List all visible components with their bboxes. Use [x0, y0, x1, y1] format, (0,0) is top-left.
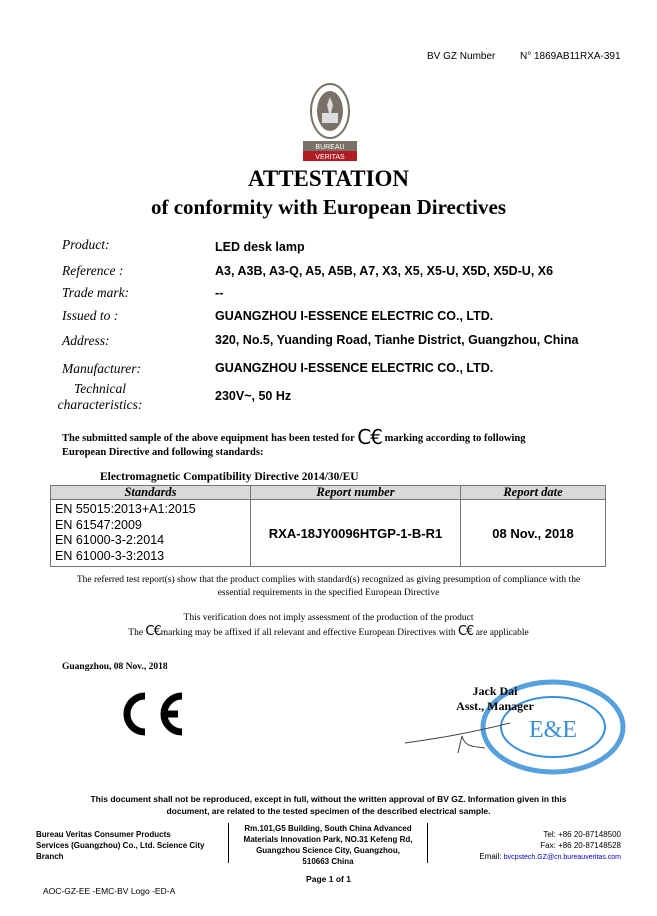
trademark-label: Trade mark:	[62, 285, 130, 300]
technical-label: Technical characteristics:	[57, 381, 143, 412]
page-subtitle: of conformity with European Directives	[150, 195, 506, 219]
page-title: ATTESTATION	[247, 166, 410, 191]
standards-list: EN 55015:2013+A1:2015 EN 61547:2009 EN 61000-3-2:2014 EN 61000-3-3:2013	[51, 500, 251, 567]
svg-text:E&E: E&E	[529, 717, 577, 743]
manufacturer-label: Manufacturer:	[62, 361, 141, 376]
svg-text:BUREAU: BUREAU	[315, 144, 345, 151]
ce-mark-icon: C€	[457, 624, 474, 639]
tested-statement: The submitted sample of the above equipment has been tested for C€ marking according to following European Directive and following standards:	[62, 425, 526, 458]
email-link[interactable]: bvcpstech.GZ@cn.bureauveritas.com	[503, 854, 621, 861]
manufacturer-value: GUANGZHOU I-ESSENCE ELECTRIC CO., LTD.	[215, 361, 494, 375]
report-number: RXA-18JY0096HTGP-1-B-R1	[251, 500, 461, 567]
footer-contact: Tel: +86 20-87148500 Fax: +86 20-87148528 Email: bvcpstech.GZ@cn.bureauveritas.com	[479, 830, 621, 861]
place-date: Guangzhou, 08 Nov., 2018	[62, 662, 168, 672]
bv-gz-number-label: BV GZ Number	[427, 51, 496, 62]
trademark-value: --	[215, 286, 224, 300]
issued-to-value: GUANGZHOU I-ESSENCE ELECTRIC CO., LTD.	[215, 309, 494, 323]
bureau-veritas-logo	[300, 83, 360, 163]
bv-gz-number-value: N° 1869AB11RXA-391	[520, 51, 621, 62]
ce-mark-icon: C€	[145, 624, 161, 639]
address-value: 320, No.5, Yuanding Road, Tianhe District, Guangzhou, China	[215, 333, 579, 347]
compliance-statement: The referred test report(s) show that the product complies with standard(s) recognized as giving presumption of compliance with the essential requirements in the specified European Directive	[76, 575, 581, 598]
disclaimer: This document shall not be reproduced, except in full, without the written approval of BV GZ. Information given in this document, are related to the tested specimen of the described electrical sample.	[90, 794, 567, 816]
divider	[228, 823, 229, 863]
reference-label: Reference :	[62, 263, 124, 278]
page-number: Page 1 of 1	[306, 874, 351, 884]
ce-mark-icon: C€	[357, 425, 382, 449]
standards-table: Standards Report number Report date EN 55015:2013+A1:2015 EN 61547:2009 EN 61000-3-2:2014 EN 61000-3-3:2013 RXA-18JY0096HTGP-1-B-R1 08 Nov., 2018	[50, 485, 606, 567]
address-label: Address:	[62, 333, 110, 348]
document-code: AOC-GZ-EE -EMC-BV Logo -ED-A	[43, 886, 176, 896]
svg-text:VERITAS: VERITAS	[315, 154, 345, 161]
issued-to-label: Issued to :	[62, 308, 119, 323]
signature	[400, 718, 540, 763]
footer-company: Bureau Veritas Consumer Products Services (Guangzhou) Co., Ltd. Science City Branch	[36, 830, 205, 861]
divider	[427, 823, 428, 863]
product-value: LED desk lamp	[215, 240, 305, 254]
signatory: Jack Dai Asst., Manager	[456, 684, 534, 713]
product-label: Product:	[62, 237, 110, 252]
ce-mark-large-icon	[118, 690, 188, 743]
technical-value: 230V~, 50 Hz	[215, 389, 292, 403]
reference-value: A3, A3B, A3-Q, A5, A5B, A7, X3, X5, X5-U, X5D, X5D-U, X6	[215, 264, 554, 278]
verification-statement: This verification does not imply assessment of the production of the product The C€marking may be affixed if all relevant and effective European Directives with C€ are applicable	[128, 613, 529, 639]
footer-address: Rm.101,G5 Building, South China Advanced Materials Innovation Park, NO.31 Kefeng Rd, Guangzhou Science City, Guangzhou, 510663 China	[243, 824, 413, 866]
report-date: 08 Nov., 2018	[461, 500, 606, 567]
directive-title: Electromagnetic Compatibility Directive 2014/30/EU	[100, 471, 359, 483]
